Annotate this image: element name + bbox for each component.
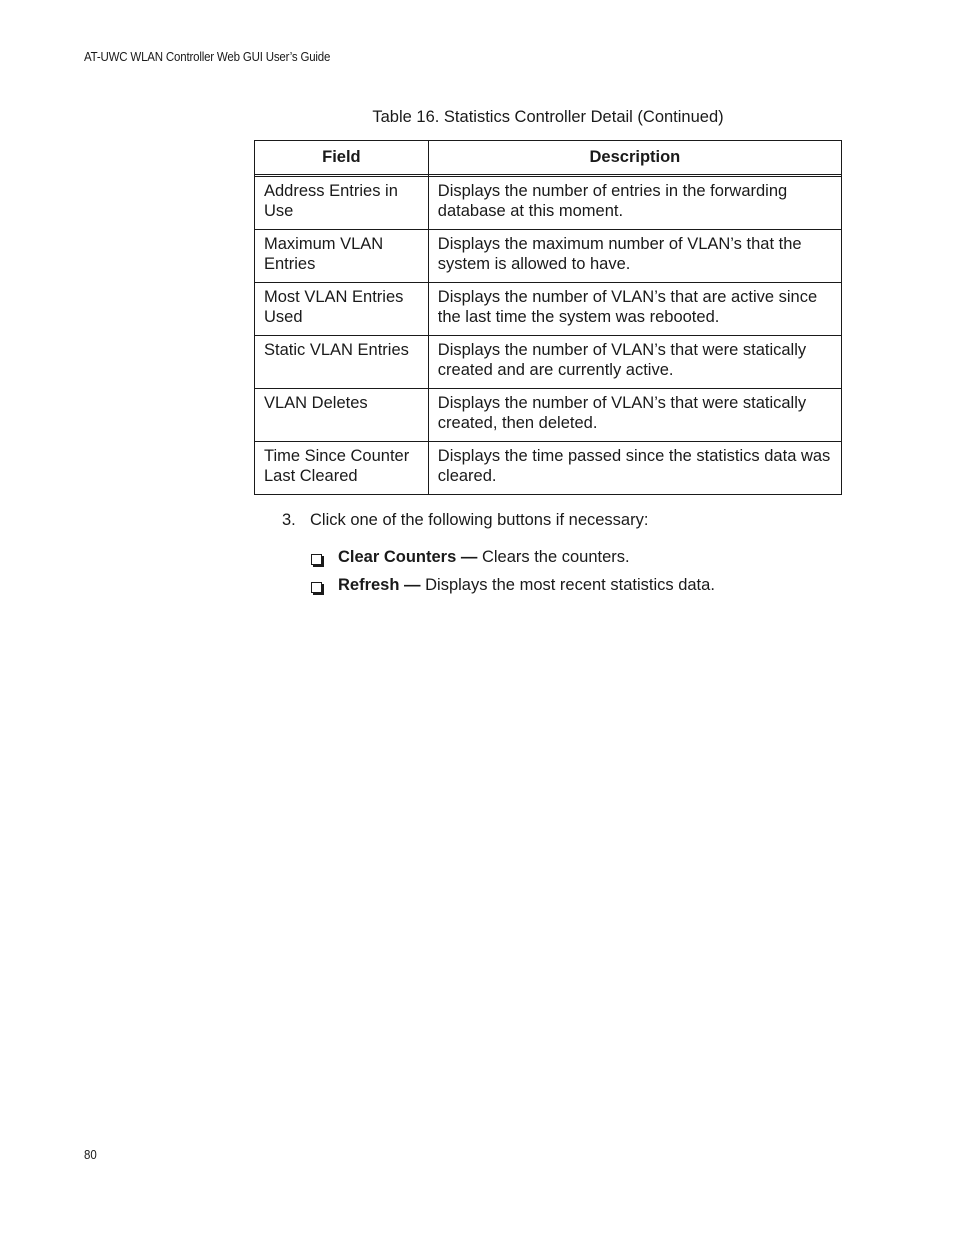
description-cell: Displays the number of VLAN’s that are active since the last time the system was rebooted.	[428, 283, 841, 336]
field-cell: VLAN Deletes	[255, 389, 429, 442]
field-cell: Time Since Counter Last Cleared	[255, 442, 429, 495]
bullet-term: Refresh —	[338, 576, 421, 594]
table-header-row	[255, 141, 842, 175]
description-cell: Displays the number of entries in the forwarding database at this moment.	[428, 177, 841, 230]
description-cell: Displays the maximum number of VLAN’s that the system is allowed to have.	[428, 230, 841, 283]
table-caption: Table 16. Statistics Controller Detail (Continued)	[372, 108, 724, 126]
table-row	[255, 442, 842, 495]
column-header-description: Description	[428, 141, 841, 175]
bullet-description: Clears the counters.	[477, 548, 630, 566]
description-cell: Displays the number of VLAN’s that were statically created and are currently active.	[428, 336, 841, 389]
list-item-text	[338, 548, 630, 567]
step-text: Click one of the following buttons if necessary:	[310, 511, 649, 529]
page-number: 80	[84, 1148, 97, 1162]
field-cell: Maximum VLAN Entries	[255, 230, 429, 283]
list-item-text	[338, 576, 715, 595]
column-header-field: Field	[255, 141, 429, 175]
step-number: 3.	[282, 511, 296, 529]
bullet-description: Displays the most recent statistics data.	[420, 576, 715, 594]
list-item	[310, 548, 715, 576]
table-row	[255, 177, 842, 230]
description-cell: Displays the number of VLAN’s that were statically created, then deleted.	[428, 389, 841, 442]
button-list	[310, 548, 715, 604]
step-3	[282, 511, 648, 530]
description-cell: Displays the time passed since the statistics data was cleared.	[428, 442, 841, 495]
checkbox-bullet-icon	[311, 554, 322, 565]
table-row	[255, 230, 842, 283]
checkbox-bullet-icon	[311, 582, 322, 593]
table-row	[255, 389, 842, 442]
field-cell: Most VLAN Entries Used	[255, 283, 429, 336]
statistics-detail-table	[254, 140, 842, 495]
running-header: AT-UWC WLAN Controller Web GUI User’s Guide	[84, 50, 331, 64]
table-row	[255, 336, 842, 389]
bullet-term: Clear Counters —	[338, 548, 478, 566]
field-cell: Static VLAN Entries	[255, 336, 429, 389]
list-item	[310, 576, 715, 604]
table-row	[255, 283, 842, 336]
field-cell: Address Entries in Use	[255, 177, 429, 230]
